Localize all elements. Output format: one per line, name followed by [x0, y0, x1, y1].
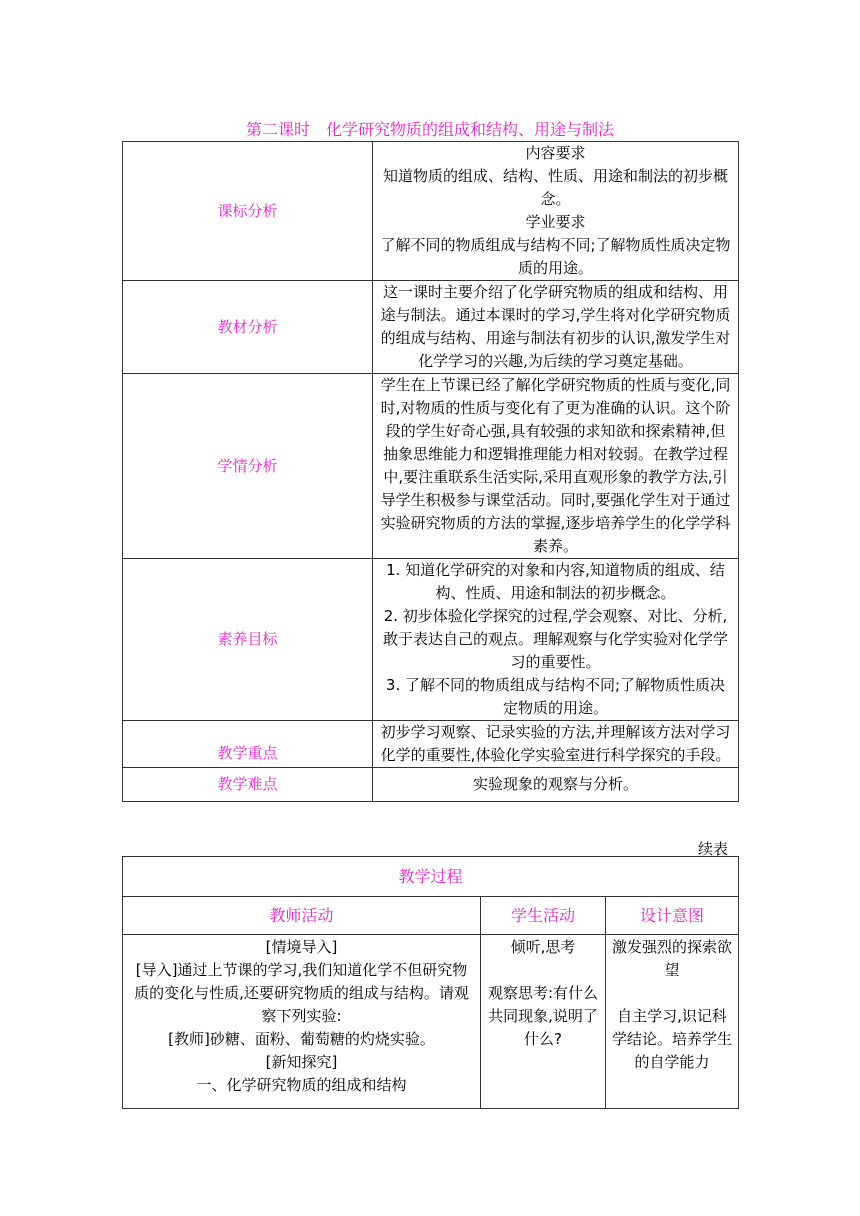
content-paragraph: 初步学习观察、记录实验的方法,并理解该方法对学习化学的重要性,体验化学实验室进行科学探究的手段。 — [380, 723, 731, 764]
page-title: 第二课时 化学研究物质的组成和结构、用途与制法 — [245, 120, 614, 139]
row-content-difficulty — [373, 768, 739, 802]
row-content-curriculum — [373, 142, 739, 281]
teacher-activity-line: [教师]砂糖、面粉、葡萄糖的灼烧实验。 — [168, 1030, 435, 1048]
goal-item: 1. 知道化学研究的对象和内容,知道物质的组成、结构、性质、用途和制法的初步概念。 — [386, 561, 725, 602]
student-activity-line: 倾听,思考 — [510, 938, 576, 956]
content-paragraph: 知道物质的组成、结构、性质、用途和制法的初步概念。 — [382, 167, 728, 208]
table-row — [123, 897, 739, 935]
content-paragraph: 了解不同的物质组成与结构不同;了解物质性质决定物质的用途。 — [380, 236, 731, 277]
row-label-learner: 学情分析 — [123, 374, 373, 559]
row-label-curriculum: 课标分析 — [123, 142, 373, 281]
content-paragraph: 学生在上节课已经了解化学研究物质的性质与变化,同时,对物质的性质与变化有了更为准确的认识。这个阶段的学生好奇心强,具有较强的求知欲和探索精神,但抽象思维能力和逻辑推理能力相对较弱。在教学过程中,要注重联系生活实际,采用直观形象的教学方法,引导学生积极参与课堂活动。同时,要强化学生对于通过实验研究物质的方法的掌握,逐步培养学生的化学学科素养。 — [380, 376, 731, 555]
table-row — [123, 935, 739, 1109]
lesson-analysis-table — [122, 141, 739, 802]
table-row — [123, 559, 739, 721]
design-intent-line: 自主学习,识记科学结论。培养学生的自学能力 — [612, 1007, 733, 1071]
table-row — [123, 768, 739, 802]
teacher-activity-line: [导入]通过上节课的学习,我们知道化学不但研究物质的变化与性质,还要研究物质的组成与结构。请观察下列实验: — [134, 961, 469, 1025]
goal-item: 3. 了解不同的物质组成与结构不同;了解物质性质决定物质的用途。 — [385, 676, 726, 717]
design-intent-line: 激发强烈的探索欲望 — [612, 938, 733, 979]
student-activity-cell — [481, 935, 606, 1109]
row-label-goals: 素养目标 — [123, 559, 373, 721]
spacer — [487, 959, 599, 982]
goal-item: 2. 初步体验化学探究的过程,学会观察、对比、分析,敢于表达自己的观点。理解观察与化学实验对化学学习的重要性。 — [382, 607, 728, 671]
row-content-key-points — [373, 721, 739, 768]
column-header-intent: 设计意图 — [606, 897, 739, 935]
table-row — [123, 374, 739, 559]
content-paragraph: 这一课时主要介绍了化学研究物质的组成和结构、用途与制法。通过本课时的学习,学生将对化学研究物质的组成与结构、用途与制法有初步的认识,激发学生对化学学习的兴趣,为后续的学习奠定基础。 — [380, 283, 731, 370]
table-row — [123, 142, 739, 281]
teacher-activity-line: [情境导入] — [265, 938, 338, 956]
row-label-difficulty: 教学难点 — [123, 768, 373, 802]
row-content-goals — [373, 559, 739, 721]
student-activity-line: 观察思考:有什么共同现象,说明了什么? — [487, 984, 599, 1048]
row-content-textbook — [373, 281, 739, 374]
column-header-student: 学生活动 — [481, 897, 606, 935]
continued-label: 续表 — [698, 840, 729, 858]
spacer — [612, 982, 732, 1005]
table-row — [123, 281, 739, 374]
process-header: 教学过程 — [123, 857, 739, 897]
teacher-activity-cell — [123, 935, 481, 1109]
row-content-learner — [373, 374, 739, 559]
teacher-activity-line: [新知探究] — [265, 1053, 338, 1071]
row-label-textbook: 教材分析 — [123, 281, 373, 374]
table-row — [123, 857, 739, 897]
content-subheading: 内容要求 — [525, 144, 586, 162]
design-intent-cell — [606, 935, 739, 1109]
table-row — [123, 721, 739, 768]
content-paragraph: 实验现象的观察与分析。 — [472, 775, 638, 793]
row-label-key-points: 教学重点 — [123, 721, 373, 768]
teaching-process-table — [122, 856, 739, 1109]
content-subheading: 学业要求 — [525, 213, 586, 231]
teacher-activity-line: 一、化学研究物质的组成和结构 — [196, 1076, 407, 1094]
column-header-teacher: 教师活动 — [123, 897, 481, 935]
